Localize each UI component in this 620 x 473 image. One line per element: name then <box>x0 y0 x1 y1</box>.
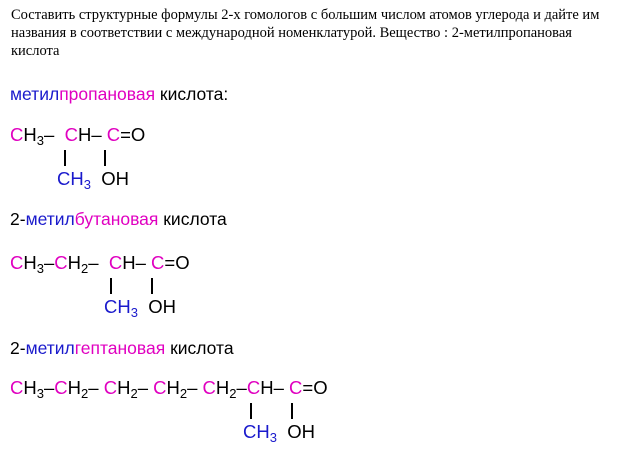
bond: – <box>43 124 55 145</box>
atom-carbon: C <box>289 377 303 398</box>
atom-hydrogen: H <box>166 377 180 398</box>
atom-hydrogen: H <box>77 124 92 145</box>
atom-hydrogen: H <box>260 377 274 398</box>
bond: – <box>88 252 99 273</box>
bond: – <box>137 377 148 398</box>
branch-bond <box>110 278 112 294</box>
carbonyl-oxygen: =O <box>120 124 146 145</box>
atom-hydrogen: H <box>23 124 37 145</box>
bond: – <box>88 377 99 398</box>
atom-carbon: C <box>10 252 24 273</box>
subscript: 3 <box>36 133 44 148</box>
subscript: 3 <box>36 261 44 276</box>
compound-3-stem: гептановая <box>74 338 166 358</box>
atom-hydrogen: H <box>23 252 37 273</box>
hydroxyl-bond <box>291 403 293 419</box>
bond: – <box>43 377 55 398</box>
bond: – <box>135 252 146 273</box>
subscript: 3 <box>36 386 44 401</box>
hydroxyl-bond <box>104 150 106 166</box>
atom-carbon: C <box>54 377 68 398</box>
subscript: 3 <box>130 305 138 320</box>
atom-carbon: C <box>246 377 261 398</box>
atom-carbon: C <box>10 377 24 398</box>
branch-bond <box>64 150 66 166</box>
compound-3-prefix: метил <box>25 338 75 358</box>
compound-3-main-chain <box>10 377 328 399</box>
carbonyl-oxygen: =O <box>164 252 190 273</box>
compound-2-substituents <box>104 296 176 318</box>
atom-hydrogen: H <box>23 377 37 398</box>
methyl-group: CH <box>104 296 131 317</box>
bond: – <box>187 377 198 398</box>
subscript: 3 <box>269 430 277 445</box>
subscript: 2 <box>81 386 89 401</box>
bond: – <box>236 377 247 398</box>
atom-carbon: C <box>103 377 118 398</box>
compound-3-suffix: кислота <box>165 338 234 358</box>
subscript: 2 <box>130 386 138 401</box>
compound-3-substituents <box>243 421 315 443</box>
atom-carbon: C <box>151 252 165 273</box>
bond: – <box>43 252 55 273</box>
hydroxyl-group: OH <box>148 296 176 317</box>
subscript: 2 <box>179 386 188 401</box>
compound-1-substituents <box>57 168 129 190</box>
compound-1-prefix: метил <box>10 84 60 104</box>
compound-2-main-chain <box>10 252 190 274</box>
atom-carbon: C <box>202 377 216 398</box>
atom-carbon: C <box>108 252 123 273</box>
atom-hydrogen: H <box>117 377 131 398</box>
atom-hydrogen: H <box>67 252 82 273</box>
atom-hydrogen: H <box>67 377 82 398</box>
compound-3-locant: 2- <box>10 338 26 358</box>
compound-1-name <box>10 84 228 105</box>
methyl-group: CH <box>57 168 84 189</box>
atom-carbon: C <box>64 124 78 145</box>
compound-2-stem: бутановая <box>74 209 159 229</box>
compound-2-locant: 2- <box>10 209 26 229</box>
carbonyl-oxygen: =O <box>302 377 328 398</box>
compound-3-name <box>10 338 234 359</box>
compound-2-prefix: метил <box>25 209 75 229</box>
atom-hydrogen: H <box>122 252 136 273</box>
atom-carbon: C <box>10 124 24 145</box>
hydroxyl-group: OH <box>287 421 315 442</box>
bond: – <box>91 124 102 145</box>
atom-carbon: C <box>153 377 167 398</box>
hydroxyl-group: OH <box>101 168 129 189</box>
atom-hydrogen: H <box>215 377 230 398</box>
bond: – <box>273 377 284 398</box>
subscript: 2 <box>81 261 89 276</box>
compound-2-suffix: кислота <box>158 209 227 229</box>
compound-1-suffix: кислота: <box>155 84 229 104</box>
atom-carbon: C <box>54 252 68 273</box>
methyl-group: CH <box>243 421 270 442</box>
subscript: 2 <box>229 386 237 401</box>
task-text: Составить структурные формулы 2-х гомологов с большим числом атомов углерода и дайте им названия в соответствии с международной номенклатурой. Вещество : 2-метилпропановая кислота <box>11 7 600 59</box>
hydroxyl-bond <box>151 278 153 294</box>
subscript: 3 <box>83 177 91 192</box>
atom-carbon: C <box>106 124 121 145</box>
compound-2-name <box>10 209 227 230</box>
compound-1-stem: пропановая <box>59 84 156 104</box>
compound-1-main-chain <box>10 124 145 146</box>
branch-bond <box>250 403 252 419</box>
